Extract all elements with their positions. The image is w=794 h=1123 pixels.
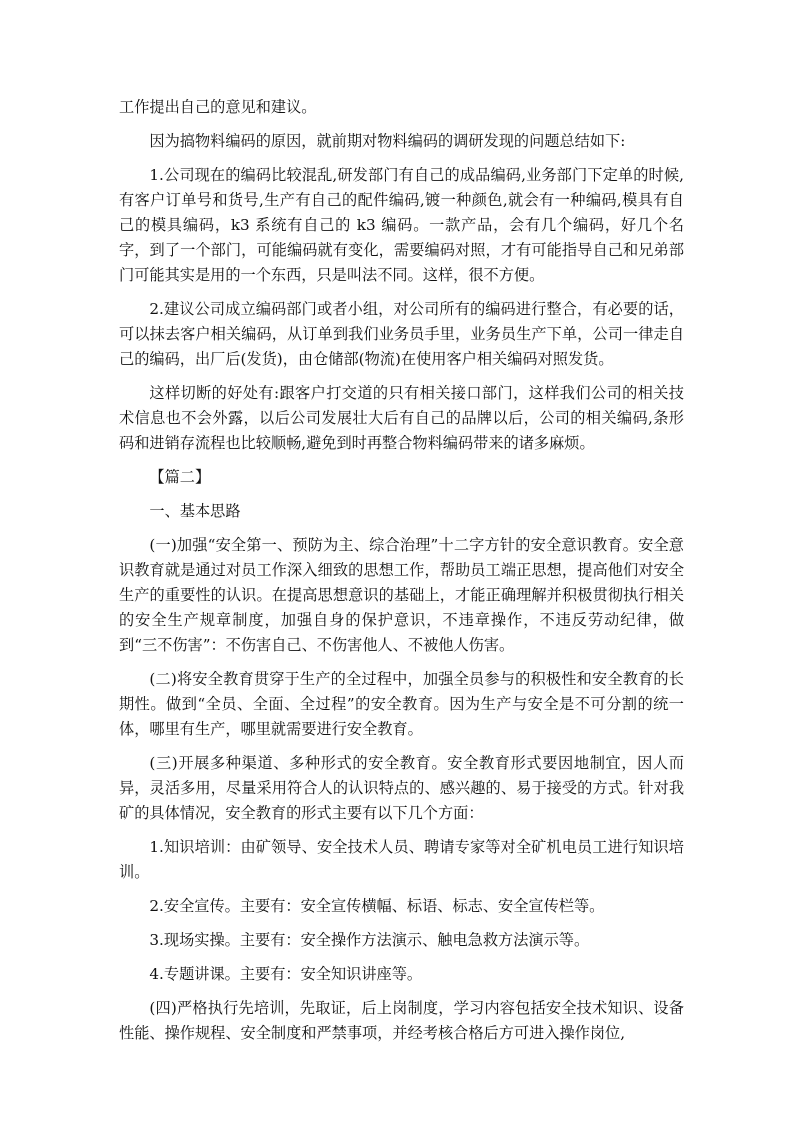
paragraph-benefits: 这样切断的好处有:跟客户打交道的只有相关接口部门，这样我们公司的相关技术信息也不会外露，以后公司发展壮大后有自己的品牌以后，公司的相关编码,条形码和进销存流程也比较顺畅,避免到时再整合物料编码带来的诸多麻烦。 [119, 384, 684, 452]
section-heading-part-two: 【篇二】 [149, 468, 211, 486]
paragraph-continuation: 工作提出自己的意见和建议。 [119, 98, 317, 116]
paragraph-intro-summary: 因为搞物料编码的原因，就前期对物料编码的调研发现的问题总结如下: [149, 132, 626, 150]
list-item-safety-publicity: 2.安全宣传。主要有：安全宣传横幅、标语、标志、安全宣传栏等。 [149, 897, 605, 915]
paragraph-safety-awareness: (一)加强“安全第一、预防为主、综合治理”十二字方针的安全意识教育。安全意识教育就是通过对员工作深入细致的思想工作，帮助员工端正思想，提高他们对安全生产的重要性的认识。在提高思想意识的基础上，才能正确理解并积极贯彻执行相关的安全生产规章制度，加强自身的保护意识，不违章操作，不违反劳动纪律，做到“三不伤害”：不伤害自己、不伤害他人、不被他人伤害。 [119, 536, 684, 654]
list-item-special-lectures: 4.专题讲课。主要有：安全知识讲座等。 [149, 965, 423, 983]
paragraph-whole-process: (二)将安全教育贯穿于生产的全过程中，加强全员参与的积极性和安全教育的长期性。做到“全员、全面、全过程”的安全教育。因为生产与安全是不可分割的统一体，哪里有生产，哪里就需要进行安全教育。 [119, 670, 684, 738]
paragraph-multiple-channels: (三)开展多种渠道、多种形式的安全教育。安全教育形式要因地制宜，因人而异，灵活多用，尽量采用符合人的认识特点的、感兴趣的、易于接受的方式。针对我矿的具体情况，安全教育的形式主要有以下几个方面： [119, 754, 684, 822]
subheading-basic-ideas: 一、基本思路 [149, 502, 241, 520]
document-page [119, 95, 684, 1055]
paragraph-item-2-coding-department: 2.建议公司成立编码部门或者小组，对公司所有的编码进行整合，有必要的话，可以抹去客户相关编码，从订单到我们业务员手里，业务员生产下单，公司一律走自己的编码，出厂后(发货)，由仓储部(物流)在使用客户相关编码对照发货。 [119, 300, 684, 368]
list-item-onsite-practice: 3.现场实操。主要有：安全操作方法演示、触电急救方法演示等。 [149, 931, 590, 949]
paragraph-item-1-coding-chaos: 1.公司现在的编码比较混乱,研发部门有自己的成品编码,业务部门下定单的时候,有客户订单号和货号,生产有自己的配件编码,镀一种颜色,就会有一种编码,模具有自己的模具编码，k3 系统有自己的 k3 编码。一款产品，会有几个编码，好几个名字，到了一个部门，可能编码就有变化，需要编码对照，才有可能指导自己和兄弟部门可能其实是用的一个东西，只是叫法不同。这样，很不方便。 [119, 166, 684, 284]
list-item-knowledge-training: 1.知识培训：由矿领导、安全技术人员、聘请专家等对全矿机电员工进行知识培训。 [119, 838, 684, 881]
paragraph-training-before-work: (四)严格执行先培训，先取证，后上岗制度，学习内容包括安全技术知识、设备性能、操作规程、安全制度和严禁事项，并经考核合格后方可进入操作岗位, [119, 999, 684, 1042]
